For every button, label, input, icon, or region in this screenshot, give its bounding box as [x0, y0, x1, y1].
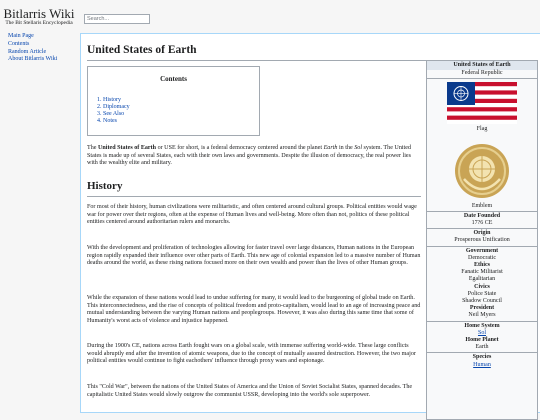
nav-random-article[interactable]: Random Article — [8, 48, 47, 55]
government-label: Government — [465, 247, 499, 254]
origin-value: Prosperous Unification — [454, 237, 510, 244]
site-subtitle: The Bit Stellaris Encyclopedia — [5, 20, 73, 26]
flag-caption: Flag — [476, 126, 488, 133]
home-planet-value: Earth — [475, 344, 489, 351]
sidebar-nav — [8, 33, 57, 64]
toc-list — [97, 97, 130, 125]
president-value: Neil Myers — [468, 312, 496, 319]
history-paragraph: With the development and proliferation of technologies allowing for faster travel over large distances, Human nations in the European region rapidly expanded their influence over other parts of Earth. This new age of colonial expansion led to a massive number of Human deaths around the world, as these rising nations focused more on their own wealth and power than the lives of other Human groups. — [87, 245, 421, 267]
history-paragraph: For most of their history, human civilizations were militaristic, and often centered around cultural groups. Political entities would wage war for power over their regions, often at the expense of Human lives and well-being. More often than not, politics of these political entities centered around authoritarian rulers and monarchs. — [87, 204, 417, 226]
nav-about[interactable]: About Bitlarris Wiki — [8, 56, 58, 63]
emblem-caption: Emblem — [471, 202, 493, 209]
infobox-divider — [427, 246, 537, 247]
ethics-value: Fanatic Militarist — [461, 269, 503, 276]
ethics-value: Egalitarian — [468, 276, 496, 283]
nav-contents[interactable]: Contents — [8, 40, 30, 47]
article-content — [80, 33, 540, 413]
toc-title: Contents — [160, 75, 187, 83]
civics-label: Civics — [474, 283, 490, 290]
history-paragraph: This "Cold War", between the nations of the United States of America and the Union of Soviet Socialist States, spanned decades. The capitalistic United States would slowly outgrow the communist USSR, developing into the world's sole superpower. — [87, 384, 413, 398]
emblem-image[interactable] — [452, 141, 512, 201]
intro-part3: system. The United States is made up of several States, each with their own laws and governments. Despite the illusion of democracy, the real power lies with the wealthy elite and military. — [87, 145, 412, 167]
flag-image[interactable] — [447, 82, 517, 124]
history-paragraph: While the expansion of these nations would lead to undue suffering for many, it would lead to the burgeoning of global trade on Earth. This interconnectedness, and the rise of concepts of political freedom and proto-capitalism, would lead to an age of increasing peace and mutual understanding between the varying Human nations and peoplegroups. However, it was also during this same time that some of Humanity's worst acts of violence and injustice happened. — [87, 295, 421, 324]
toc-item-diplomacy[interactable]: 2. Diplomacy — [97, 104, 130, 110]
toc-item-notes[interactable]: 4. Notes — [97, 118, 117, 124]
infobox-title: United States of Earth — [427, 61, 537, 70]
infobox — [426, 60, 538, 420]
civics-value: Shadow Council — [462, 298, 502, 305]
nav-main-page[interactable]: Main Page — [8, 33, 34, 39]
infobox-divider — [427, 211, 537, 212]
intro-name: United States of Earth — [98, 145, 157, 151]
infobox-subtitle: Federal Republic — [461, 70, 503, 77]
toc-item-see-also[interactable]: 3. See Also — [97, 111, 125, 117]
intro-part2: in the — [337, 145, 355, 151]
home-system-link[interactable]: Sol — [477, 329, 486, 336]
intro-earth: Earth — [323, 145, 338, 151]
history-heading: History — [87, 180, 123, 192]
sidebar — [0, 0, 80, 405]
infobox-divider — [427, 321, 537, 322]
government-value: Democratic — [468, 254, 496, 261]
infobox-divider — [427, 228, 537, 229]
search-input[interactable]: Search... — [84, 14, 150, 24]
table-of-contents — [87, 66, 260, 136]
ethics-label: Ethics — [473, 262, 490, 269]
intro-sol: Sol — [354, 145, 363, 151]
intro-part1: or USE for short, is a federal democracy centered around the planet — [156, 145, 324, 151]
civics-value: Police State — [467, 290, 497, 297]
home-planet-label: Home Planet — [465, 337, 499, 344]
date-founded-value: 17?6 CE — [471, 220, 493, 227]
intro-paragraph: The United States of Earth or USE for short, is a federal democracy centered around the planet Earth in the Sol system. The United States is made up of several States, each with their own laws and governments. Despite the illusion of democracy, the real power lies with the wealthy elite and military. — [87, 145, 412, 167]
date-founded-label: Date Founded — [463, 212, 501, 219]
history-paragraph: During the 1900's CE, nations across Earth fought wars on a global scale, with immense suffering world-wide. These large conflicts would abruptly end after the invention of atomic weapons, due to the concept of mutually assured destruction. However, the two major political entities would continue to fight eachothers' influence through proxy wars and espionage. — [87, 343, 416, 365]
infobox-divider — [427, 352, 537, 353]
page-title: United States of Earth — [87, 44, 197, 56]
infobox-divider — [427, 78, 537, 79]
history-divider — [87, 196, 421, 197]
home-system-label: Home System — [464, 322, 500, 329]
species-label: Species — [472, 354, 492, 361]
origin-label: Origin — [473, 230, 491, 237]
species-link[interactable]: Human — [473, 361, 491, 368]
site-title[interactable]: Bitlarris Wiki — [3, 6, 75, 21]
toc-item-history[interactable]: 1. History — [97, 97, 121, 103]
president-label: President — [469, 305, 495, 312]
